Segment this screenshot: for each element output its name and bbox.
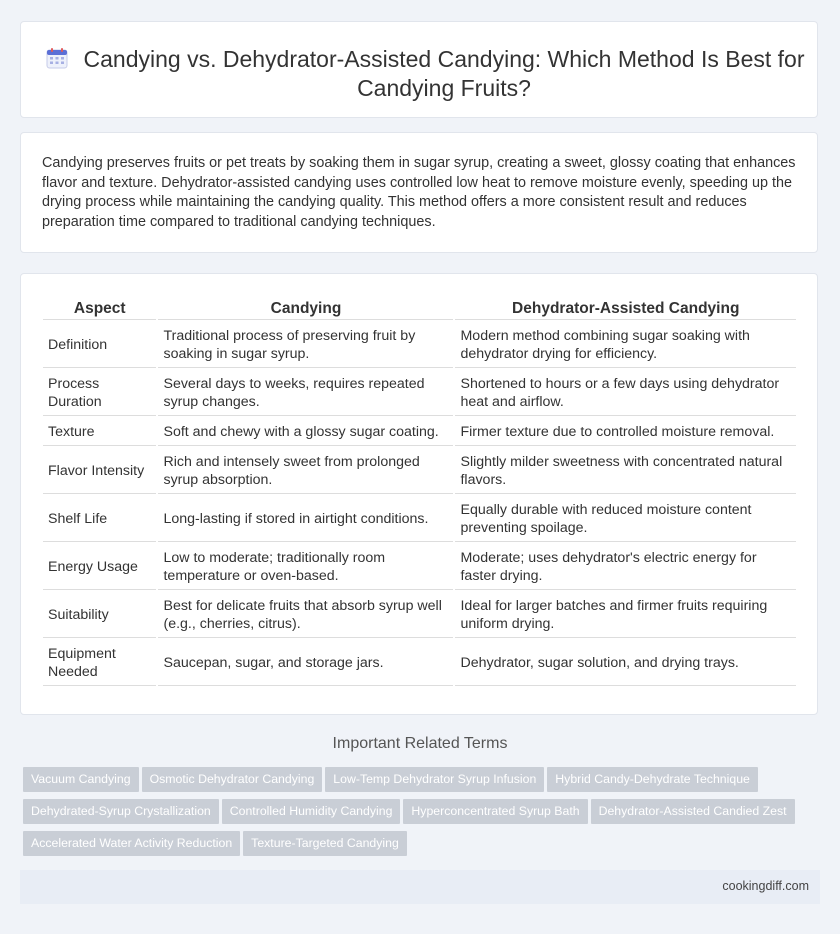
aspect-cell: Flavor Intensity [43, 448, 156, 494]
intro-card [20, 132, 818, 253]
table-row [43, 418, 796, 446]
table-row [43, 322, 796, 368]
related-terms-title: Important Related Terms [332, 735, 508, 752]
related-term-tag[interactable]: Controlled Humidity Candying [222, 799, 401, 824]
related-term-tag[interactable]: Low-Temp Dehydrator Syrup Infusion [325, 767, 544, 792]
related-term-tag[interactable]: Accelerated Water Activity Reduction [23, 831, 240, 856]
intro-paragraph: Candying preserves fruits or pet treats by soaking them in sugar syrup, creating a sweet, glossy coating that enhances flavor and texture. Dehydrator-assisted candying uses controlled low heat to remove moisture evenly, speeding up the drying process while maintaining the candying quality. This method offers a more consistent result and reduces preparation time compared to traditional candying techniques. [42, 155, 796, 230]
aspect-cell: Suitability [43, 592, 156, 638]
dehydrator-cell: Equally durable with reduced moisture content preventing spoilage. [455, 496, 796, 542]
candying-cell: Low to moderate; traditionally room temperature or oven-based. [158, 544, 453, 590]
footer [20, 870, 820, 904]
candying-cell: Best for delicate fruits that absorb syrup well (e.g., cherries, citrus). [158, 592, 453, 638]
dehydrator-cell: Slightly milder sweetness with concentrated natural flavors. [455, 448, 796, 494]
header-dehydrator-assisted: Dehydrator-Assisted Candying [455, 298, 796, 320]
table-row [43, 496, 796, 542]
related-term-tag[interactable]: Osmotic Dehydrator Candying [142, 767, 323, 792]
table-row [43, 370, 796, 416]
aspect-cell: Definition [43, 322, 156, 368]
aspect-cell: Shelf Life [43, 496, 156, 542]
related-term-tag[interactable]: Texture-Targeted Candying [243, 831, 407, 856]
candying-cell: Soft and chewy with a glossy sugar coating. [158, 418, 453, 446]
aspect-cell: Equipment Needed [43, 640, 156, 686]
aspect-cell: Energy Usage [43, 544, 156, 590]
dehydrator-cell: Ideal for larger batches and firmer fruits requiring uniform drying. [455, 592, 796, 638]
table-row [43, 544, 796, 590]
table-row [43, 592, 796, 638]
related-term-tag[interactable]: Hyperconcentrated Syrup Bath [403, 799, 587, 824]
comparison-card [20, 273, 818, 715]
footer-site-link[interactable]: cookingdiff.com [722, 879, 809, 893]
candying-cell: Rich and intensely sweet from prolonged syrup absorption. [158, 448, 453, 494]
candying-cell: Several days to weeks, requires repeated syrup changes. [158, 370, 453, 416]
table-row [43, 640, 796, 686]
comparison-table [41, 296, 798, 688]
related-term-tag[interactable]: Vacuum Candying [23, 767, 139, 792]
dehydrator-cell: Modern method combining sugar soaking with dehydrator drying for efficiency. [455, 322, 796, 368]
dehydrator-cell: Shortened to hours or a few days using dehydrator heat and airflow. [455, 370, 796, 416]
header-candying: Candying [158, 298, 453, 320]
table-header-row [43, 298, 796, 320]
related-term-tag[interactable]: Dehydrated-Syrup Crystallization [23, 799, 219, 824]
related-term-tag[interactable]: Dehydrator-Assisted Candied Zest [591, 799, 795, 824]
header-card [20, 21, 818, 118]
dehydrator-cell: Moderate; uses dehydrator's electric energy for faster drying. [455, 544, 796, 590]
candying-cell: Saucepan, sugar, and storage jars. [158, 640, 453, 686]
calendar-icon [46, 47, 68, 69]
dehydrator-cell: Dehydrator, sugar solution, and drying trays. [455, 640, 796, 686]
table-row [43, 448, 796, 494]
page-title: Candying vs. Dehydrator-Assisted Candying: Which Method Is Best for Candying Fruits? [83, 46, 805, 101]
aspect-cell: Process Duration [43, 370, 156, 416]
header-aspect: Aspect [43, 298, 156, 320]
candying-cell: Traditional process of preserving fruit by soaking in sugar syrup. [158, 322, 453, 368]
candying-cell: Long-lasting if stored in airtight conditions. [158, 496, 453, 542]
aspect-cell: Texture [43, 418, 156, 446]
related-terms-list [23, 767, 803, 863]
dehydrator-cell: Firmer texture due to controlled moisture removal. [455, 418, 796, 446]
related-term-tag[interactable]: Hybrid Candy-Dehydrate Technique [547, 767, 758, 792]
